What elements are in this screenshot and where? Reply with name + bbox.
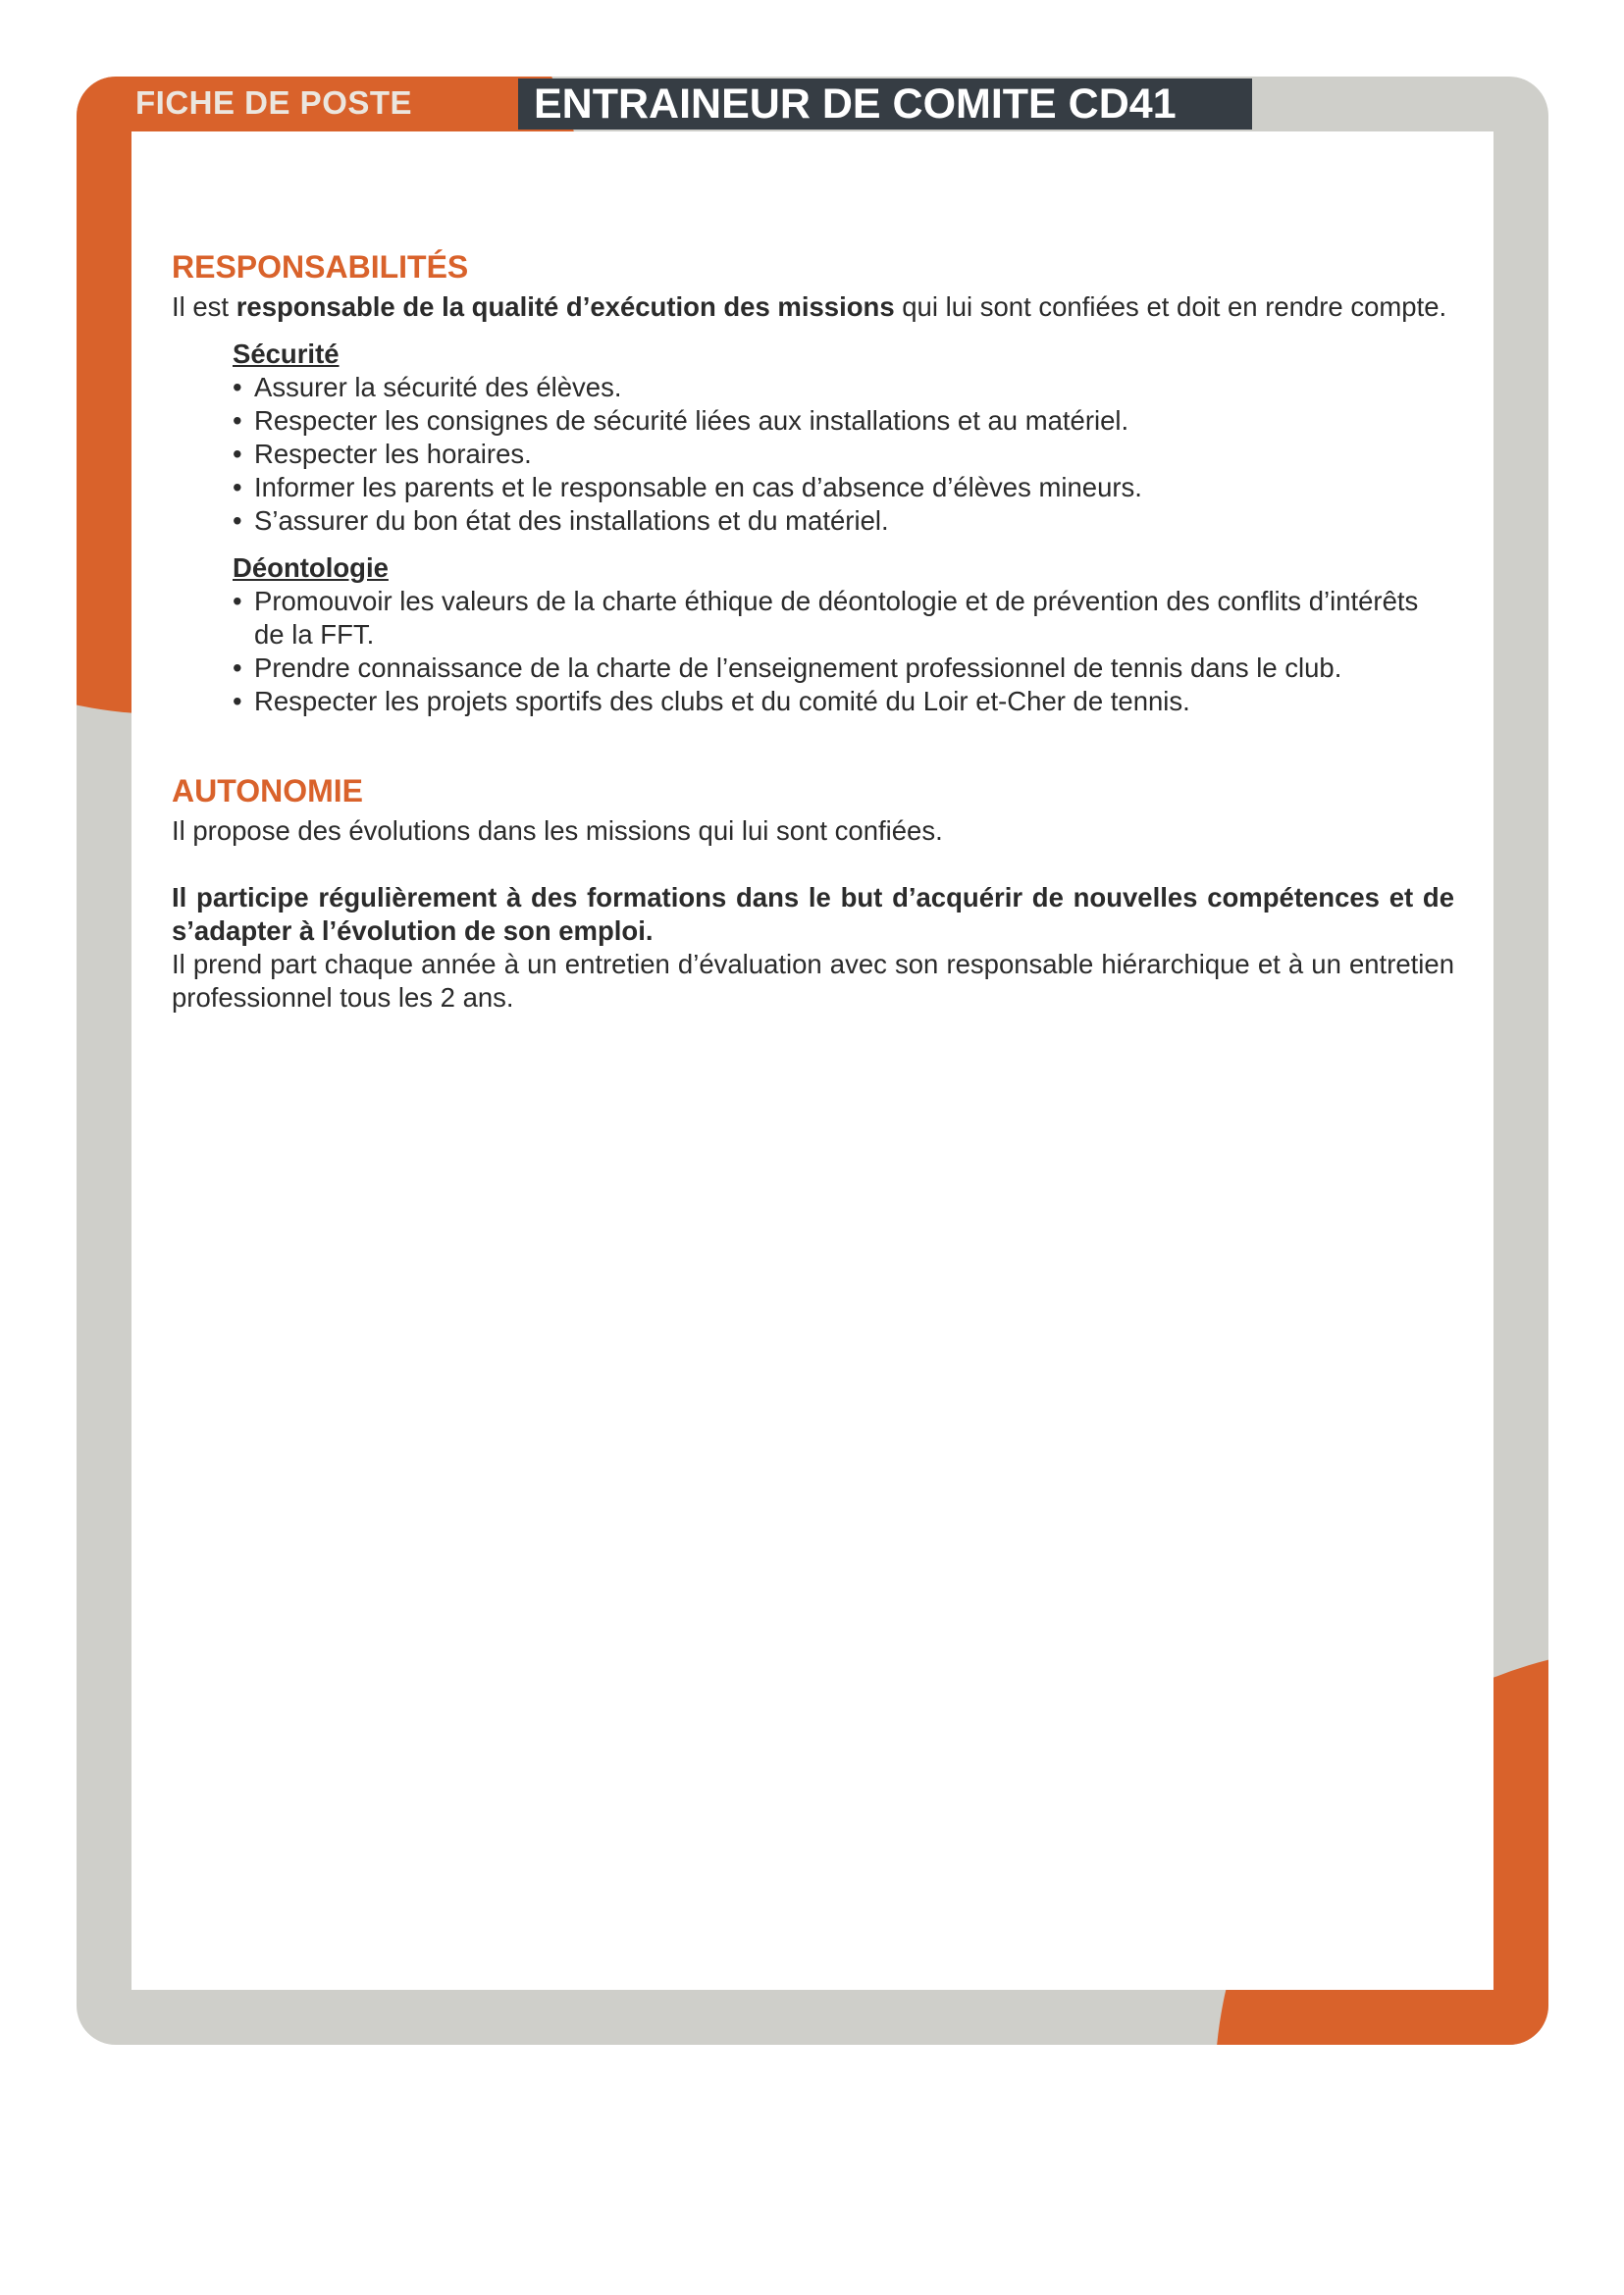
list-item: • Prendre connaissance de la charte de l’enseignement professionnel de tennis dans le club. — [233, 652, 1454, 685]
autonomie-bold-text: Il participe régulièrement à des formations dans le but d’acquérir de nouvelles compétences et de s’adapter à l’évolution de son emploi. — [172, 882, 1454, 946]
autonomie-line-2 — [172, 881, 1454, 948]
securite-list — [233, 371, 1454, 538]
list-item: • Assurer la sécurité des élèves. — [233, 371, 1454, 404]
list-item: • Respecter les horaires. — [233, 438, 1454, 471]
intro-text-end: qui lui sont confiées et doit en rendre compte. — [894, 291, 1447, 322]
document-body — [172, 247, 1454, 1015]
deontologie-list — [233, 585, 1454, 718]
autonomie-line-1: Il propose des évolutions dans les missions qui lui sont confiées. — [172, 815, 943, 846]
document-kicker: FICHE DE POSTE — [135, 84, 413, 121]
responsabilites-intro — [172, 290, 1454, 324]
section-autonomie — [172, 771, 1454, 1015]
list-item: • Informer les parents et le responsable en cas d’absence d’élèves mineurs. — [233, 471, 1454, 504]
paragraph-spacer — [172, 848, 1454, 881]
subsection-securite — [233, 338, 1454, 718]
list-item: • Respecter les projets sportifs des clubs et du comité du Loir et-Cher de tennis. — [233, 685, 1454, 718]
list-item: • Promouvoir les valeurs de la charte éthique de déontologie et de prévention des conflits d’intérêts de la FFT. — [233, 585, 1454, 652]
intro-bold-text: responsable de la qualité d’exécution des missions — [236, 291, 895, 322]
section-heading-responsabilites: RESPONSABILITÉS — [172, 249, 469, 285]
section-heading-autonomie: AUTONOMIE — [172, 773, 363, 808]
intro-text: Il est — [172, 291, 236, 322]
subsection-title-deontologie: Déontologie — [233, 552, 389, 583]
section-responsabilites — [172, 247, 1454, 718]
section-spacer — [172, 718, 1454, 771]
autonomie-line-3: Il prend part chaque année à un entretien d’évaluation avec son responsable hiérarchique et à un entretien professionnel tous les 2 ans. — [172, 949, 1454, 1013]
subsection-title-securite: Sécurité — [233, 339, 340, 369]
list-item: • Respecter les consignes de sécurité liées aux installations et au matériel. — [233, 404, 1454, 438]
list-item: • S’assurer du bon état des installations et du matériel. — [233, 504, 1454, 538]
document-title: ENTRAINEUR DE COMITE CD41 — [518, 78, 1252, 130]
